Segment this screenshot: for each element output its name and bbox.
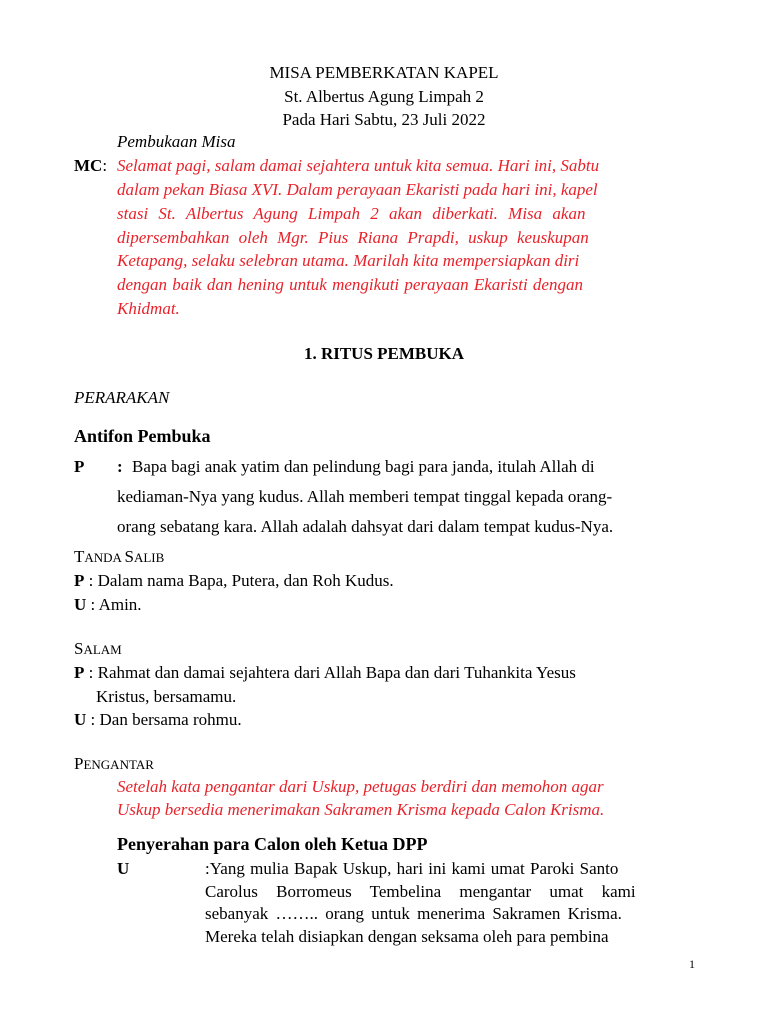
penyerahan-line-2: Carolus Borromeus Tembelina mengantar umat kami xyxy=(205,882,636,901)
antifon-speaker: P xyxy=(74,457,85,476)
mc-line-4: dipersembahkan oleh Mgr. Pius Riana Prapdi, uskup keuskupan xyxy=(117,228,589,247)
speaker-u: U xyxy=(74,710,87,729)
mc-label xyxy=(74,156,107,176)
mc-colon: : xyxy=(102,156,108,175)
penyerahan-line-3: sebanyak …….. orang untuk menerima Sakramen Krisma. xyxy=(205,904,622,923)
mc-line-2: dalam pekan Biasa XVI. Dalam perayaan Ekaristi pada hari ini, kapel xyxy=(117,180,598,199)
salam-line-p-cont: Kristus, bersamamu. xyxy=(96,687,237,706)
speaker-p: P xyxy=(74,571,85,590)
mc-line-3: stasi St. Albertus Agung Limpah 2 akan diberkati. Misa akan xyxy=(117,204,586,223)
opening-heading: Pembukaan Misa xyxy=(117,132,236,151)
salam-heading: SALAM xyxy=(74,639,122,658)
mc-line-6: dengan baik dan hening untuk mengikuti perayaan Ekaristi dengan xyxy=(117,275,583,294)
penyerahan-speaker: U xyxy=(117,859,130,878)
speaker-p: P xyxy=(74,663,85,682)
penyerahan-line-1: :Yang mulia Bapak Uskup, hari ini kami umat Paroki Santo xyxy=(205,859,619,878)
pengantar-heading: PENGANTAR xyxy=(74,754,154,773)
tanda-salib-line-u: U : Amin. xyxy=(74,595,142,614)
mc-line-1: Selamat pagi, salam damai sejahtera untuk kita semua. Hari ini, Sabtu xyxy=(117,156,600,175)
antifon-line-1: Bapa bagi anak yatim dan pelindung bagi para janda, itulah Allah di xyxy=(132,457,595,476)
document-date: Pada Hari Sabtu, 23 Juli 2022 xyxy=(282,110,486,129)
antifon-line-2: kediaman-Nya yang kudus. Allah memberi tempat tinggal kepada orang- xyxy=(117,487,613,506)
mc-line-5: Ketapang, selaku selebran utama. Marilah kita mempersiapkan diri xyxy=(117,251,580,270)
mc-speaker: MC xyxy=(74,156,103,175)
page-number: 1 xyxy=(689,957,695,971)
pengantar-line-1: Setelah kata pengantar dari Uskup, petugas berdiri dan memohon agar xyxy=(117,777,604,796)
antifon-line-3: orang sebatang kara. Allah adalah dahsyat dari dalam tempat kudus-Nya. xyxy=(117,517,614,536)
document-title: MISA PEMBERKATAN KAPEL xyxy=(269,63,499,82)
salam-line-p: P : Rahmat dan damai sejahtera dari Allah Bapa dan dari Tuhankita Yesus xyxy=(74,663,576,682)
section-heading: 1. RITUS PEMBUKA xyxy=(303,344,465,363)
salam-line-u: U : Dan bersama rohmu. xyxy=(74,710,242,729)
mc-line-7: Khidmat. xyxy=(117,299,180,318)
perarakan-heading: PERARAKAN xyxy=(74,388,170,407)
antifon-heading: Antifon Pembuka xyxy=(74,426,211,446)
speaker-u: U xyxy=(74,595,87,614)
penyerahan-heading: Penyerahan para Calon oleh Ketua DPP xyxy=(117,834,428,854)
document-subtitle: St. Albertus Agung Limpah 2 xyxy=(284,87,484,106)
tanda-salib-line-p: P : Dalam nama Bapa, Putera, dan Roh Kudus. xyxy=(74,571,394,590)
antifon-colon: : xyxy=(117,457,123,476)
pengantar-line-2: Uskup bersedia menerimakan Sakramen Krisma kepada Calon Krisma. xyxy=(117,800,605,819)
tanda-salib-heading: TANDA SALIB xyxy=(74,547,165,566)
penyerahan-line-4: Mereka telah disiapkan dengan seksama oleh para pembina xyxy=(205,927,609,946)
